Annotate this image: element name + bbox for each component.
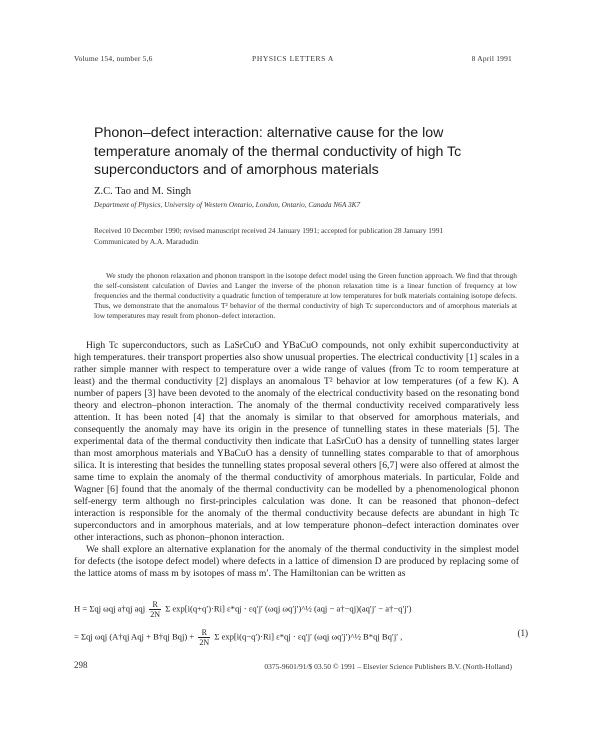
publisher-line: 0375-9601/91/$ 03.50 © 1991 – Elsevier Science Publishers B.V. (North-Holland) — [264, 662, 512, 671]
equation-rhs: Σ exp[i(q−q′)·Ri] ε*qj · εq′j′ (ωqj ωq′j′)^½ B*qj Bq′j′ , — [214, 631, 403, 642]
fraction-numerator: R — [149, 600, 161, 610]
fraction-denominator: 2N — [150, 610, 161, 619]
received-dates — [94, 226, 514, 247]
paragraph: We shall explore an alternative explanation for the anomaly of the thermal conductivity in the simplest model for defects (the isotope defect model) where defects in a lattice of dimension D are produced by replacing some of the lattice atoms of mass m by isotopes of mass m′. The Hamiltonian can be written as — [74, 544, 519, 579]
running-header — [74, 54, 512, 66]
page-footer — [74, 660, 512, 672]
equation-line-1 — [74, 600, 528, 619]
paper-title: Phonon–defect interaction: alternative cause for the low temperature anomaly of the thermal conductivity of high Tc superconductors and of amorphous materials — [94, 125, 462, 179]
abstract — [94, 271, 517, 321]
equation-fraction — [198, 628, 210, 647]
equation-rhs: Σ exp[i(q+q′)·Ri] ε*qj · εq′j′ (ωqj ωq′j′)^½ (aqj − a†−qj)(aq′j′ − a†−q′j′) — [165, 603, 412, 614]
volume-info: Volume 154, number 5,6 — [74, 54, 153, 63]
communicated-line: Communicated by A.A. Maradudin — [94, 236, 199, 246]
equation-line-2 — [74, 628, 528, 647]
received-line: Received 10 December 1990; revised manuscript received 24 January 1991; accepted for publication 28 January 1991 — [94, 226, 444, 235]
authors: Z.C. Tao and M. Singh — [94, 186, 192, 197]
affiliation: Department of Physics, University of Western Ontario, London, Ontario, Canada N6A 3K7 — [94, 200, 361, 209]
page-number: 298 — [74, 660, 88, 670]
main-text — [74, 340, 519, 580]
paragraph: High Tc superconductors, such as LaSrCuO and YBaCuO compounds, not only exhibit superconductivity at high temperatures. their transport properties also show unusual properties. The electrical conductivity [1] scales in a rather simple manner with respect to temperature over a wide range of values (from Tc to room temperature at least) and the thermal conductivity [2] displays an anomalous T² behavior at low temperatures (of a few K). A number of papers [3] have been devoted to the anomaly of the electrical conductivity based on the resonating bond theory and electron–phonon interaction. The anomaly of the thermal conductivity received comparatively less attention. It has been noted [4] that the anomaly is similar to that observed for amorphous materials, and consequently the anomaly may have its origin in the presence of tunnelling states in these materials [5]. The experimental data of the thermal conductivity then indicate that LaSrCuO has a density of tunnelling states larger than most amorphous materials and YBaCuO has a density of tunnelling states comparable to that of amorphous silica. It is interesting that besides the tunnelling states proposal several others [6,7] were also offered at almost the same time to explain the anomaly of the thermal conductivity of amorphous materials. In particular, Folde and Wagner [6] found that the anomaly of the thermal conductivity can be modelled by a phenomenological phonon self-energy term although no first-principles calculation was done. It can be reasoned that phonon–defect interaction is responsible for the anomaly of the thermal conductivity because defects are abundant in high Tc superconductors and in amorphous materials, and at low temperature phonon–defect interaction dominates over other interactions, such as phonon–phonon interaction. — [74, 340, 519, 543]
fraction-denominator: 2N — [199, 638, 210, 647]
issue-date: 8 April 1991 — [471, 54, 512, 63]
journal-name: PHYSICS LETTERS A — [252, 54, 334, 63]
equation-lhs: = Σqj ωqj (A†qj Aqj + B†qj Bqj) + — [74, 631, 195, 642]
abstract-text: We study the phonon relaxation and phonon transport in the isotope defect model using the Green function approach. We find that through the self-consistent calculation of Davies and Langer the inverse of the phonon relaxation time is a linear function of frequency at low frequencies and the thermal conductivity a quadratic function of temperature at low temperatures for bulk materials containing isotope defects. Thus, we demonstrate that the anomalous T² behavior of the thermal conductivity of high Tc superconductors and of amorphous materials at low temperatures may result from phonon–defect interaction. — [94, 271, 517, 320]
equation-number: (1) — [517, 628, 528, 638]
fraction-numerator: R — [198, 628, 210, 638]
equation-lhs: H = Σqj ωqj a†qj aqj — [74, 603, 146, 614]
equation-fraction — [149, 600, 161, 619]
